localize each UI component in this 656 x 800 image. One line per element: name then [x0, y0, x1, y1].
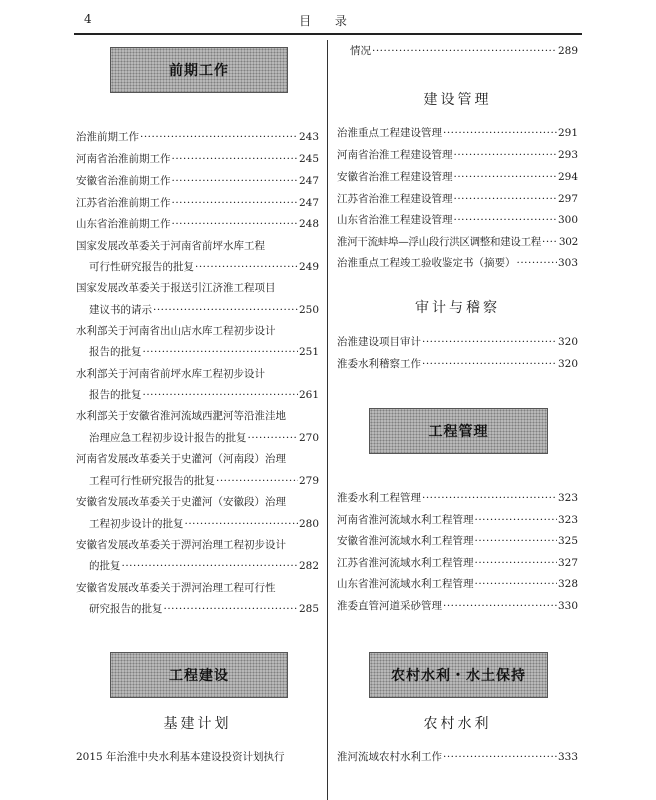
- entry-page: 303: [557, 257, 578, 269]
- leader-dots: [372, 44, 557, 58]
- entry-page: 261: [298, 389, 319, 401]
- entry-page: 302: [558, 236, 578, 248]
- entry-title: 淮河流域农村水利工作: [337, 751, 442, 763]
- entry-page: 328: [557, 578, 578, 590]
- entry-page: 330: [557, 600, 578, 612]
- entry-page: 243: [298, 131, 319, 143]
- entry-title: 江苏省淮河流域水利工程管理: [337, 557, 474, 569]
- entry-title: 工程可行性研究报告的批复: [89, 475, 215, 487]
- entry-page: 297: [557, 193, 578, 205]
- entry-page: 320: [557, 336, 578, 348]
- toc-entry[interactable]: [89, 303, 319, 317]
- entry-page: 289: [557, 45, 578, 57]
- entry-title: 可行性研究报告的批复: [89, 261, 194, 273]
- entry-title: 报告的批复: [89, 346, 142, 358]
- entry-title: 山东省淮河流域水利工程管理: [337, 578, 474, 590]
- leader-dots: [542, 235, 558, 249]
- entry-page: 270: [298, 432, 319, 444]
- entry-page: 247: [298, 197, 319, 209]
- leader-dots: [454, 192, 557, 206]
- leader-dots: [422, 357, 557, 371]
- entry-title: 河南省治淮前期工作: [76, 153, 171, 165]
- entry-page: 250: [298, 304, 319, 316]
- toc-entry-line1[interactable]: 安徽省发展改革委关于淠河治理工程初步设计: [76, 539, 286, 551]
- subsection-title-rural-water: 农村水利: [423, 716, 492, 732]
- entry-title: 河南省治淮工程建设管理: [337, 149, 453, 161]
- entry-title: 治淮前期工作: [76, 131, 139, 143]
- leader-dots: [454, 170, 557, 184]
- entry-page: 279: [298, 475, 319, 487]
- entry-page: 280: [298, 518, 319, 530]
- toc-entry[interactable]: [337, 750, 578, 764]
- section-banner-construction: [110, 652, 288, 698]
- entry-page: 327: [557, 557, 578, 569]
- leader-dots: [195, 260, 298, 274]
- page-number: 4: [84, 12, 92, 26]
- toc-entry[interactable]: [89, 388, 319, 402]
- entry-title: 安徽省淮河流域水利工程管理: [337, 535, 474, 547]
- subsection-title-capital-plan: 基建计划: [163, 716, 232, 732]
- toc-entry[interactable]: [337, 491, 578, 505]
- toc-entry[interactable]: [337, 513, 578, 527]
- banner-label: 前期工作: [169, 63, 229, 79]
- leader-dots: [172, 196, 298, 210]
- entry-title: 安徽省治淮工程建设管理: [337, 171, 453, 183]
- entry-title: 江苏省治淮前期工作: [76, 197, 171, 209]
- entry-title: 治淮重点工程建设管理: [337, 127, 442, 139]
- toc-entry[interactable]: [76, 217, 319, 231]
- entry-title: 山东省治淮工程建设管理: [337, 214, 453, 226]
- toc-entry[interactable]: [337, 534, 578, 548]
- subsection-title-audit: 审计与稽察: [415, 300, 500, 316]
- toc-entry-line1[interactable]: 水利部关于安徽省淮河流域西淝河等沿淮洼地: [76, 410, 286, 422]
- leader-dots: [475, 513, 557, 527]
- toc-entry[interactable]: [337, 126, 578, 140]
- leader-dots: [443, 126, 557, 140]
- leader-dots: [443, 750, 557, 764]
- entry-page: 248: [298, 218, 319, 230]
- entry-page: 285: [298, 603, 319, 615]
- entry-title: 淮委直管河道采砂管理: [337, 600, 442, 612]
- leader-dots: [454, 213, 557, 227]
- leader-dots: [143, 388, 298, 402]
- running-header-title: 目 录: [299, 14, 357, 28]
- leader-dots: [517, 256, 557, 270]
- toc-entry-continued[interactable]: [350, 44, 578, 58]
- leader-dots: [164, 602, 298, 616]
- entry-title: 治淮建设项目审计: [337, 336, 421, 348]
- entry-page: 247: [298, 175, 319, 187]
- entry-title: 安徽省治淮前期工作: [76, 175, 171, 187]
- toc-entry-line1[interactable]: 国家发展改革委关于河南省前坪水库工程: [76, 240, 265, 252]
- entry-page: 323: [557, 492, 578, 504]
- toc-entry-line1[interactable]: 河南省发展改革委关于史灌河（河南段）治理: [76, 453, 286, 465]
- entry-title: 建议书的请示: [89, 304, 152, 316]
- leader-dots: [143, 345, 298, 359]
- entry-title: 河南省淮河流域水利工程管理: [337, 514, 474, 526]
- entry-title: 治理应急工程初步设计报告的批复: [89, 432, 247, 444]
- toc-entry[interactable]: [76, 196, 319, 210]
- leader-dots: [140, 130, 298, 144]
- leader-dots: [475, 534, 557, 548]
- toc-entry[interactable]: [76, 152, 319, 166]
- toc-entry[interactable]: [337, 235, 578, 249]
- toc-entry[interactable]: [337, 213, 578, 227]
- entry-page: 320: [557, 358, 578, 370]
- toc-entry[interactable]: [89, 517, 319, 531]
- leader-dots: [185, 517, 298, 531]
- entry-page: 282: [298, 560, 319, 572]
- toc-entry[interactable]: [337, 335, 578, 349]
- leader-dots: [153, 303, 298, 317]
- toc-entry[interactable]: [337, 577, 578, 591]
- toc-entry-line1[interactable]: 2015 年治淮中央水利基本建设投资计划执行: [76, 751, 285, 763]
- entry-page: 291: [557, 127, 578, 139]
- toc-entry[interactable]: [337, 148, 578, 162]
- toc-entry[interactable]: [89, 260, 319, 274]
- entry-page: 293: [557, 149, 578, 161]
- section-banner-rural-water: [369, 652, 548, 698]
- entry-title: 研究报告的批复: [89, 603, 163, 615]
- toc-entry[interactable]: [89, 431, 319, 445]
- header-rule: [74, 33, 582, 35]
- subsection-title-construction-management: 建设管理: [423, 92, 492, 108]
- entry-page: 323: [557, 514, 578, 526]
- leader-dots: [248, 431, 298, 445]
- toc-entry[interactable]: [76, 130, 319, 144]
- entry-page: 325: [557, 535, 578, 547]
- toc-entry[interactable]: [337, 192, 578, 206]
- section-banner-engineering-management: [369, 408, 548, 454]
- entry-title: 淮河干流蚌埠—浮山段行洪区调整和建设工程: [337, 236, 541, 248]
- entry-page: 294: [557, 171, 578, 183]
- entry-page: 251: [298, 346, 319, 358]
- entry-title: 情况: [350, 45, 371, 57]
- toc-entry[interactable]: [337, 170, 578, 184]
- toc-entry-line1[interactable]: 水利部关于河南省前坪水库工程初步设计: [76, 368, 265, 380]
- entry-title: 的批复: [89, 560, 121, 572]
- toc-entry-line1[interactable]: 安徽省发展改革委关于淠河治理工程可行性: [76, 582, 276, 594]
- leader-dots: [172, 217, 298, 231]
- banner-label: 工程管理: [428, 424, 489, 440]
- entry-title: 工程初步设计的批复: [89, 518, 184, 530]
- leader-dots: [475, 556, 557, 570]
- toc-entry[interactable]: [89, 559, 319, 573]
- toc-entry[interactable]: [337, 556, 578, 570]
- entry-title: 淮委水利工程管理: [337, 492, 421, 504]
- entry-title: 治淮重点工程竣工验收鉴定书（摘要）: [337, 257, 516, 269]
- toc-entry-line1[interactable]: 安徽省发展改革委关于史灌河（安徽段）治理: [76, 496, 286, 508]
- entry-page: 300: [557, 214, 578, 226]
- leader-dots: [443, 599, 557, 613]
- entry-title: 江苏省治淮工程建设管理: [337, 193, 453, 205]
- toc-entry[interactable]: [337, 357, 578, 371]
- section-banner-preliminary-work: [110, 47, 288, 93]
- toc-entry[interactable]: [89, 474, 319, 488]
- toc-entry-line1[interactable]: 国家发展改革委关于报送引江济淮工程项目: [76, 282, 276, 294]
- toc-entry[interactable]: [337, 599, 578, 613]
- column-divider: [327, 40, 328, 800]
- entry-title: 山东省治淮前期工作: [76, 218, 171, 230]
- leader-dots: [122, 559, 298, 573]
- leader-dots: [172, 174, 298, 188]
- entry-page: 249: [298, 261, 319, 273]
- banner-label: 农村水利・水土保持: [391, 668, 526, 684]
- leader-dots: [172, 152, 298, 166]
- banner-label: 工程建设: [169, 668, 229, 684]
- toc-entry[interactable]: [337, 256, 578, 270]
- toc-entry[interactable]: [89, 602, 319, 616]
- leader-dots: [475, 577, 557, 591]
- leader-dots: [454, 148, 557, 162]
- entry-page: 245: [298, 153, 319, 165]
- leader-dots: [216, 474, 298, 488]
- entry-page: 333: [557, 751, 578, 763]
- toc-entry[interactable]: [76, 174, 319, 188]
- entry-title: 报告的批复: [89, 389, 142, 401]
- leader-dots: [422, 335, 557, 349]
- entry-title: 淮委水利稽察工作: [337, 358, 421, 370]
- toc-entry-line1[interactable]: 水利部关于河南省出山店水库工程初步设计: [76, 325, 276, 337]
- toc-entry[interactable]: [89, 345, 319, 359]
- leader-dots: [422, 491, 557, 505]
